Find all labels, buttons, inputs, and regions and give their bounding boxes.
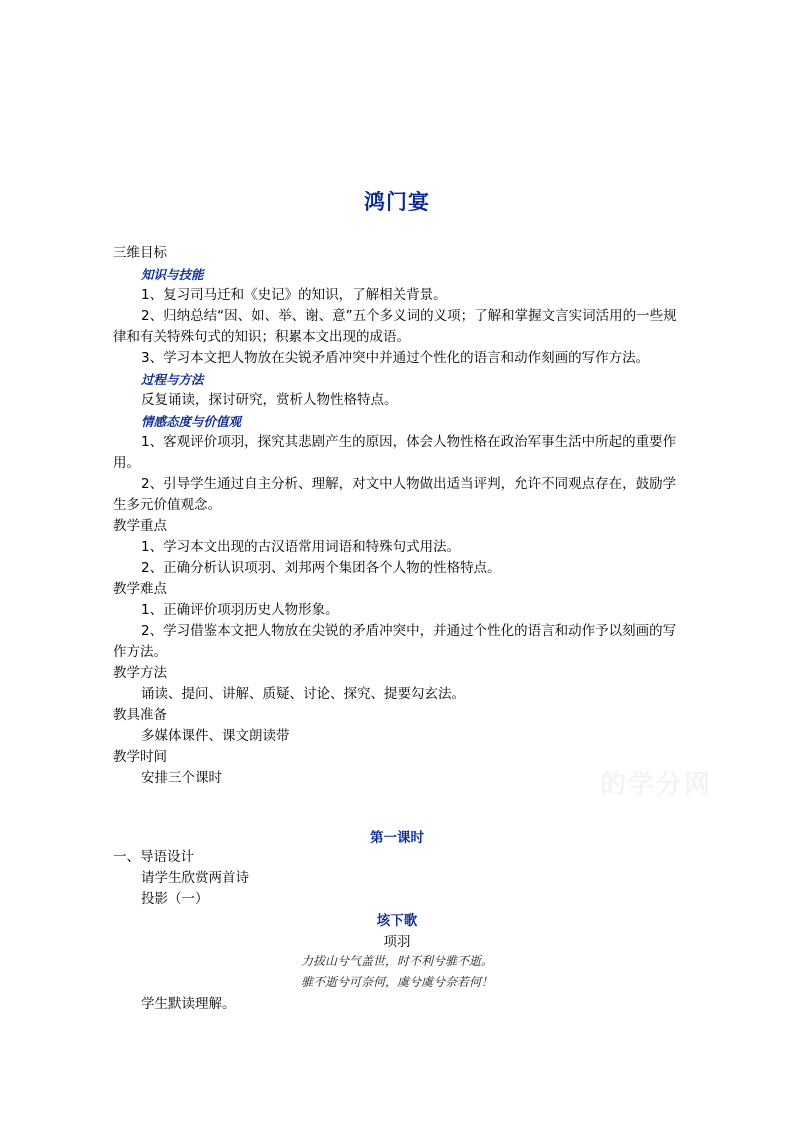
key-points-heading: 教学重点 — [113, 518, 167, 534]
poem-line-2: 骓不逝兮可奈何，虞兮虞兮奈若何！ — [300, 975, 493, 989]
knowledge-item-2: 2、归纳总结“因、如、举、谢、意”五个多义词的义项；了解和掌握文言实词活用的一些规律和有关特殊句式的知识；积累本文出现的成语。 — [113, 308, 677, 345]
knowledge-item-3: 3、学习本文把人物放在尖锐矛盾冲突中并通过个性化的语言和动作刻画的写作方法。 — [141, 350, 650, 366]
document-title: 鸿门宴 — [364, 190, 430, 214]
goals-heading: 三维目标 — [113, 245, 167, 261]
knowledge-heading: 知识与技能 — [141, 267, 204, 282]
difficulty-1: 1、正确评价项羽历史人物形象。 — [141, 602, 339, 618]
poem-title: 垓下歌 — [376, 913, 418, 929]
difficulty-2: 2、学习借鉴本文把人物放在尖锐的矛盾冲突中，并通过个性化的语言和动作予以刻画的写作方法。 — [113, 623, 677, 660]
method-heading: 教学方法 — [113, 665, 167, 681]
intro-line-2: 投影（一） — [141, 891, 209, 907]
materials-text: 多媒体课件、课文朗读带 — [141, 728, 290, 744]
emotion-heading: 情感态度与价值观 — [141, 414, 242, 429]
key-point-2: 2、正确分析认识项羽、刘邦两个集团各个人物的性格特点。 — [141, 560, 501, 576]
time-text: 安排三个课时 — [141, 770, 222, 786]
key-point-1: 1、学习本文出现的古汉语常用词语和特殊句式用法。 — [141, 539, 461, 555]
poem-author: 项羽 — [383, 934, 411, 950]
watermark: 的学分网 — [600, 770, 713, 800]
intro-heading: 一、导语设计 — [113, 849, 194, 865]
process-text: 反复诵读，探讨研究，赏析人物性格特点。 — [141, 392, 398, 408]
poem-line-1: 力拔山兮气盖世，时不利兮骓不逝。 — [300, 954, 493, 968]
time-heading: 教学时间 — [113, 749, 167, 765]
knowledge-item-1: 1、复习司马迁和《史记》的知识，了解相关背景。 — [141, 287, 447, 303]
emotion-item-2: 2、引导学生通过自主分析、理解，对文中人物做出适当评判，允许不同观点存在，鼓励学生多元价值观念。 — [113, 476, 677, 513]
method-text: 诵读、提问、讲解、质疑、讨论、探究、提要勾玄法。 — [141, 686, 465, 702]
process-heading: 过程与方法 — [141, 372, 204, 387]
emotion-item-1: 1、客观评价项羽，探究其悲剧产生的原因，体会人物性格在政治军事生活中所起的重要作用。 — [113, 434, 677, 471]
after-poem-text: 学生默读理解。 — [141, 996, 236, 1012]
difficulties-heading: 教学难点 — [113, 581, 167, 597]
materials-heading: 教具准备 — [113, 707, 167, 723]
lesson1-title: 第一课时 — [370, 830, 424, 846]
intro-line-1: 请学生欣赏两首诗 — [141, 870, 249, 886]
